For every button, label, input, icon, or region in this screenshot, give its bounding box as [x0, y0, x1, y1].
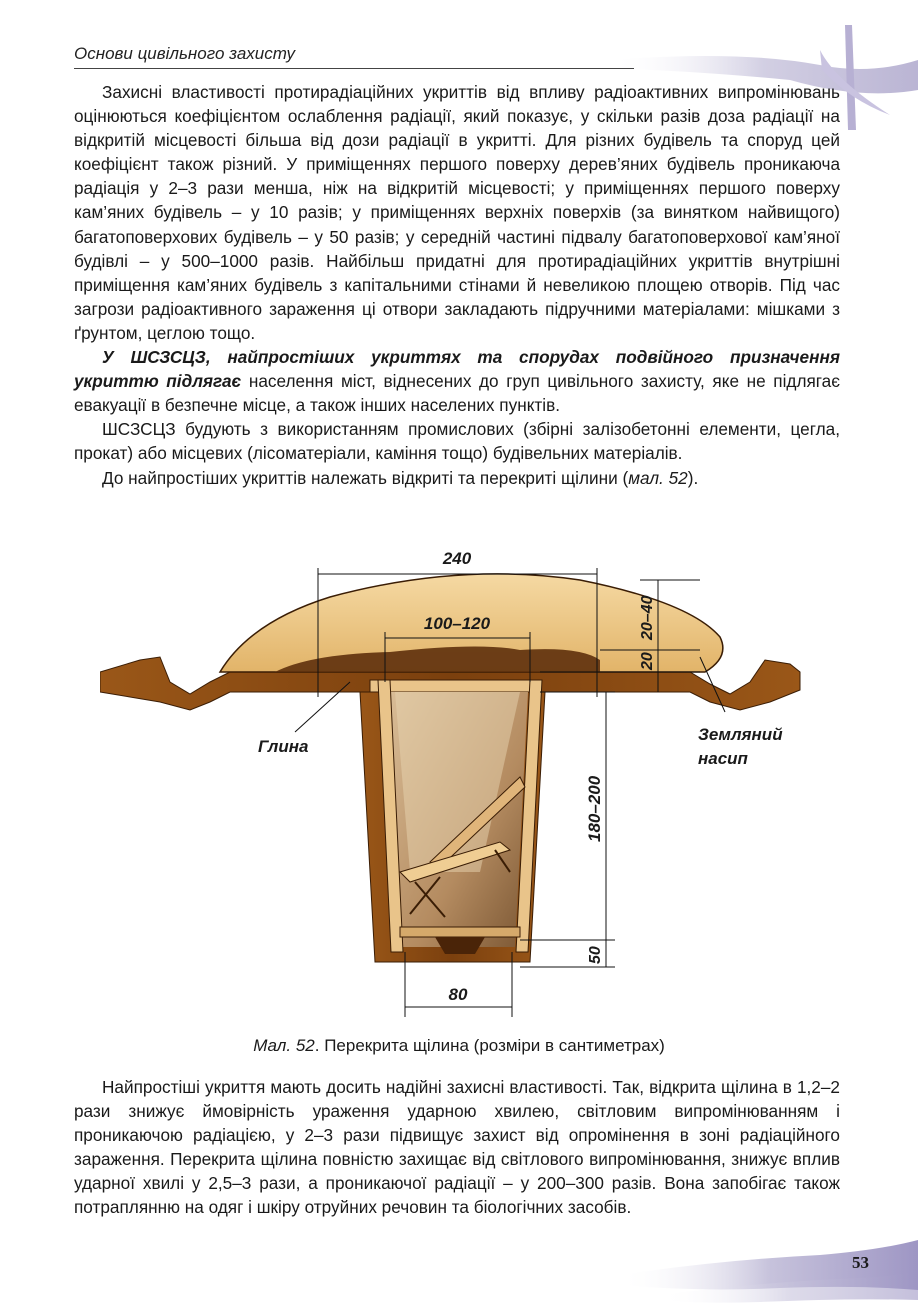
paragraph: Найпростіші укриття мають досить надійні захисні властивості. Так, відкрита щілина в 1,2–2 рази знижує ймовірність ураження ударною хвилею, світловим випромінюванням і проникаючою радіацією, у 2–3 рази підвищує захист від опромінення в зоні радіаційного зараження. Перекрита щілина повністю захищає від світлового випромінювання, знижує вплив ударної хвилі у 2,5–3 рази, а проникаючої радіації – у 200–300 разів. Вона запобігає також потраплянню на одяг і шкіру отруйних речовин та біологічних засобів. [74, 1077, 840, 1218]
dim-inner-width: 100–120 [423, 614, 491, 633]
roof-beam [370, 680, 540, 692]
trench-floor [400, 927, 520, 937]
paragraph: ШСЗСЦЗ будують з використанням промислових (збірні залізобетонні елементи, цегла, прокат) або місцевих (лісоматеріали, каміння тощо) будівельних матеріалів. [74, 419, 840, 464]
figure-caption [0, 1036, 918, 1056]
paragraph-text: ). [687, 467, 699, 488]
body-text-top [74, 80, 840, 490]
caption-text: . Перекрита щілина (розміри в сантиметрах) [314, 1036, 665, 1055]
paragraph-text: До найпростіших укриттів належать відкриті та перекриті щілини ( [102, 467, 629, 488]
paragraph [74, 466, 840, 490]
page-number: 53 [852, 1253, 869, 1272]
label-mound-line2: насип [698, 749, 748, 768]
covered-trench-illustration [100, 542, 820, 1017]
label-mound-line1: Земляний [698, 725, 783, 744]
dim-clay-layer: 20 [639, 652, 656, 670]
caption-label: Мал. 52 [253, 1036, 315, 1055]
body-text-bottom [74, 1075, 840, 1220]
dim-top-layer: 20–40 [639, 595, 656, 640]
paragraph-text: населення міст, віднесених до груп цивільного захисту, яке не підлягає евакуації в безпечне місце, а також інших населених пунктів. [74, 371, 840, 416]
header-divider [74, 68, 634, 69]
footer-decoration [600, 1220, 918, 1314]
dim-width-top: 240 [442, 549, 472, 568]
running-header: Основи цивільного захисту [74, 44, 296, 63]
paragraph [74, 345, 840, 417]
dim-bottom: 50 [587, 946, 604, 964]
paragraph: Захисні властивості протирадіаційних укриттів від впливу радіоактивних випромінювань оцінюються коефіцієнтом ослаблення радіації, який показує, у скільки разів доза радіації на відкритій місцевості більша від дози радіації в укритті. Для різних будівель та споруд цей коефіцієнт також різний. У приміщеннях першого поверху дерев’яних будівель проникаюча радіація у 2–3 рази менша, ніж на відкритій місцевості; у приміщеннях першого поверху кам’яних будівель – у 10 разів; у приміщеннях верхніх поверхів (за винятком найвищого) багатоповерхових будівель – у 50 разів; у середній частині підвалу багатоповерхової кам’яної будівлі – у 500–1000 разів. Найбільш придатні для протирадіаційних укриттів внутрішні приміщення кам’яних будівель з капітальними стінами й невеликою площею отворів. Під час загрози радіоактивного зараження ці отвори закладають підручними матеріалами: мішками з ґрунтом, цеглою тощо. [74, 82, 840, 343]
dim-floor-width: 80 [448, 985, 468, 1004]
figure-reference: мал. 52 [628, 467, 688, 488]
dim-depth: 180–200 [585, 775, 604, 842]
label-clay: Глина [258, 737, 309, 756]
bold-lead: У ШСЗСЦЗ, найпростіших укриттях та спорудах подвійного призначення укриттю підлягає [74, 347, 840, 392]
